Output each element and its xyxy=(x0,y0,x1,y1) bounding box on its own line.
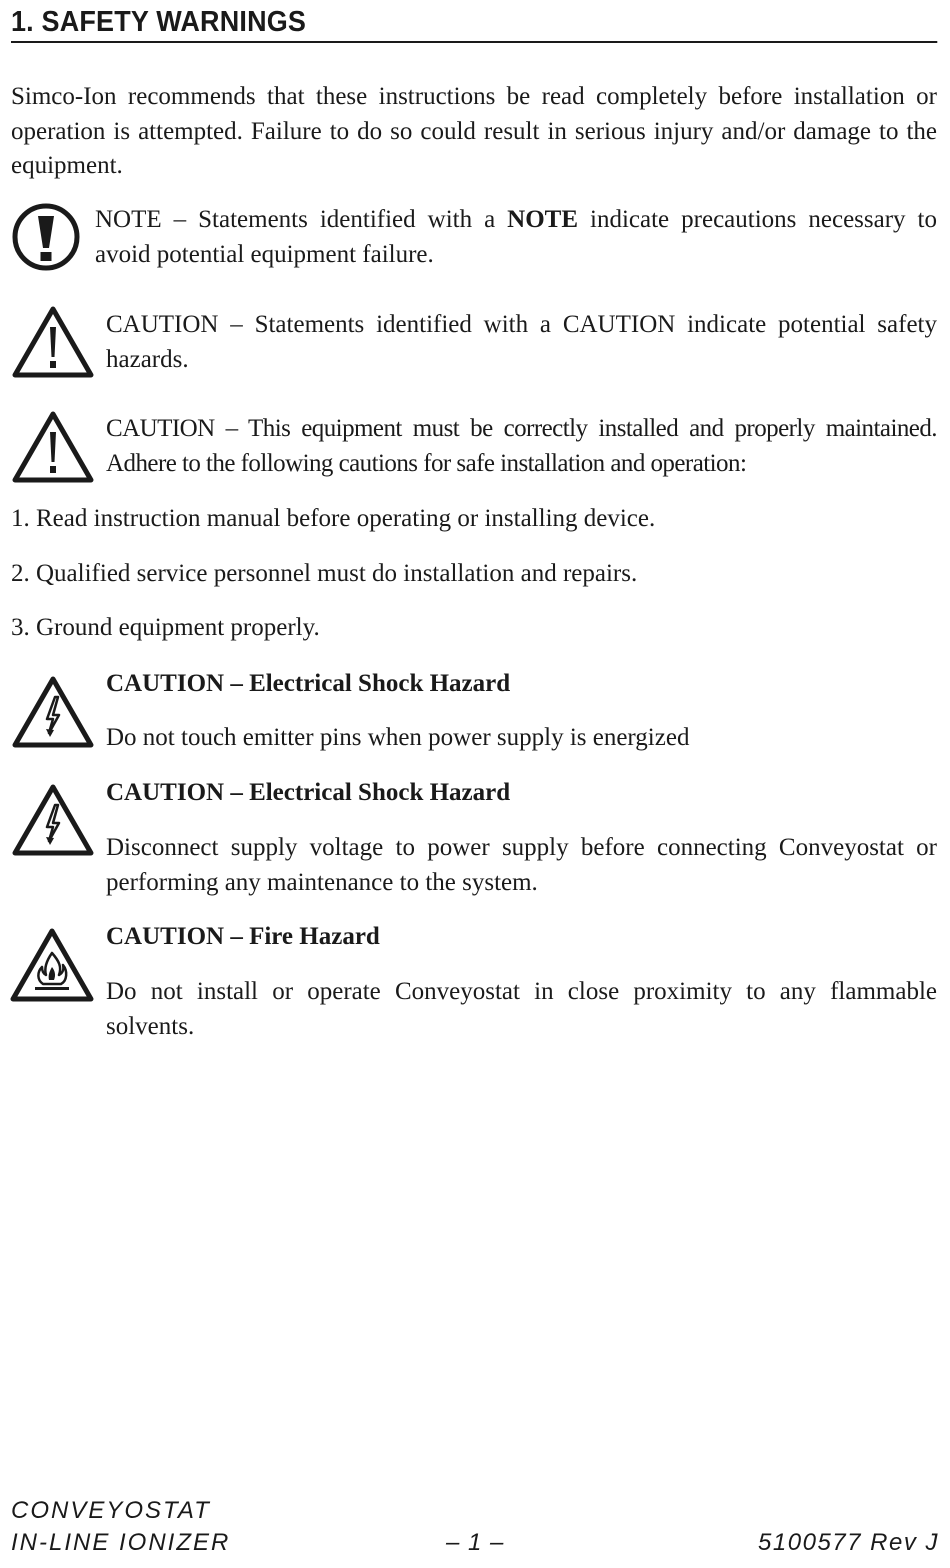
list-item: 3. Ground equipment properly. xyxy=(11,614,320,641)
warning-triangle-icon xyxy=(11,305,95,379)
caution-def-text-a: – Statements identified with a xyxy=(218,311,563,338)
caution-install-text: – This equipment must be correctly installed and properly maintained. Adhere to the following cautions for safe installation and operation: xyxy=(106,415,937,477)
fire-hazard-heading: CAUTION – Fire Hazard xyxy=(106,923,380,950)
warning-triangle-icon-2 xyxy=(11,410,95,484)
electrical-shock-icon-2 xyxy=(11,783,95,857)
footer-product-line-2: IN-LINE IONIZER xyxy=(11,1529,231,1556)
caution-install-paragraph xyxy=(106,412,937,481)
shock-hazard-text-1: Do not touch emitter pins when power supply is energized xyxy=(106,724,690,751)
caution-install-label: CAUTION xyxy=(106,415,215,442)
exclamation-circle-icon xyxy=(11,202,81,272)
page-title: 1. SAFETY WARNINGS xyxy=(11,6,937,43)
fire-hazard-icon xyxy=(9,927,95,1003)
footer-page-number: – 1 – xyxy=(446,1529,505,1556)
list-item: 2. Qualified service personnel must do installation and repairs. xyxy=(11,560,638,587)
caution-definition-paragraph xyxy=(106,308,937,377)
electrical-shock-icon xyxy=(11,675,95,749)
note-paragraph xyxy=(95,203,937,272)
footer-product-line-1: CONVEYOSTAT xyxy=(11,1497,211,1524)
note-text-a: – Statements identified with a xyxy=(161,206,508,233)
list-item: 1. Read instruction manual before operating or installing device. xyxy=(11,505,656,532)
fire-hazard-text: Do not install or operate Conveyostat in close proximity to any flammable solvents. xyxy=(106,978,937,1040)
note-label-bold: NOTE xyxy=(507,206,579,233)
intro-paragraph: Simco-Ion recommends that these instructions be read completely before installation or operation is attempted. Failure to do so could result in serious injury and/or damage to the equipment. xyxy=(11,83,937,179)
shock-hazard-text-2: Disconnect supply voltage to power supply before connecting Conveyostat or performing any maintenance to the system. xyxy=(106,834,937,896)
footer-doc-number: 5100577 Rev J xyxy=(758,1529,939,1556)
note-label: NOTE xyxy=(95,206,162,233)
note-text-b: indicate precautions necessary to avoid potential equipment failure. xyxy=(95,206,937,268)
caution-def-label: CAUTION xyxy=(106,311,219,338)
caution-def-label2: CAUTION xyxy=(562,311,676,338)
caution-def-text-b: indicate potential safety hazards. xyxy=(106,311,937,373)
shock-hazard-heading-1: CAUTION – Electrical Shock Hazard xyxy=(106,670,511,697)
shock-hazard-heading-2: CAUTION – Electrical Shock Hazard xyxy=(106,779,511,806)
